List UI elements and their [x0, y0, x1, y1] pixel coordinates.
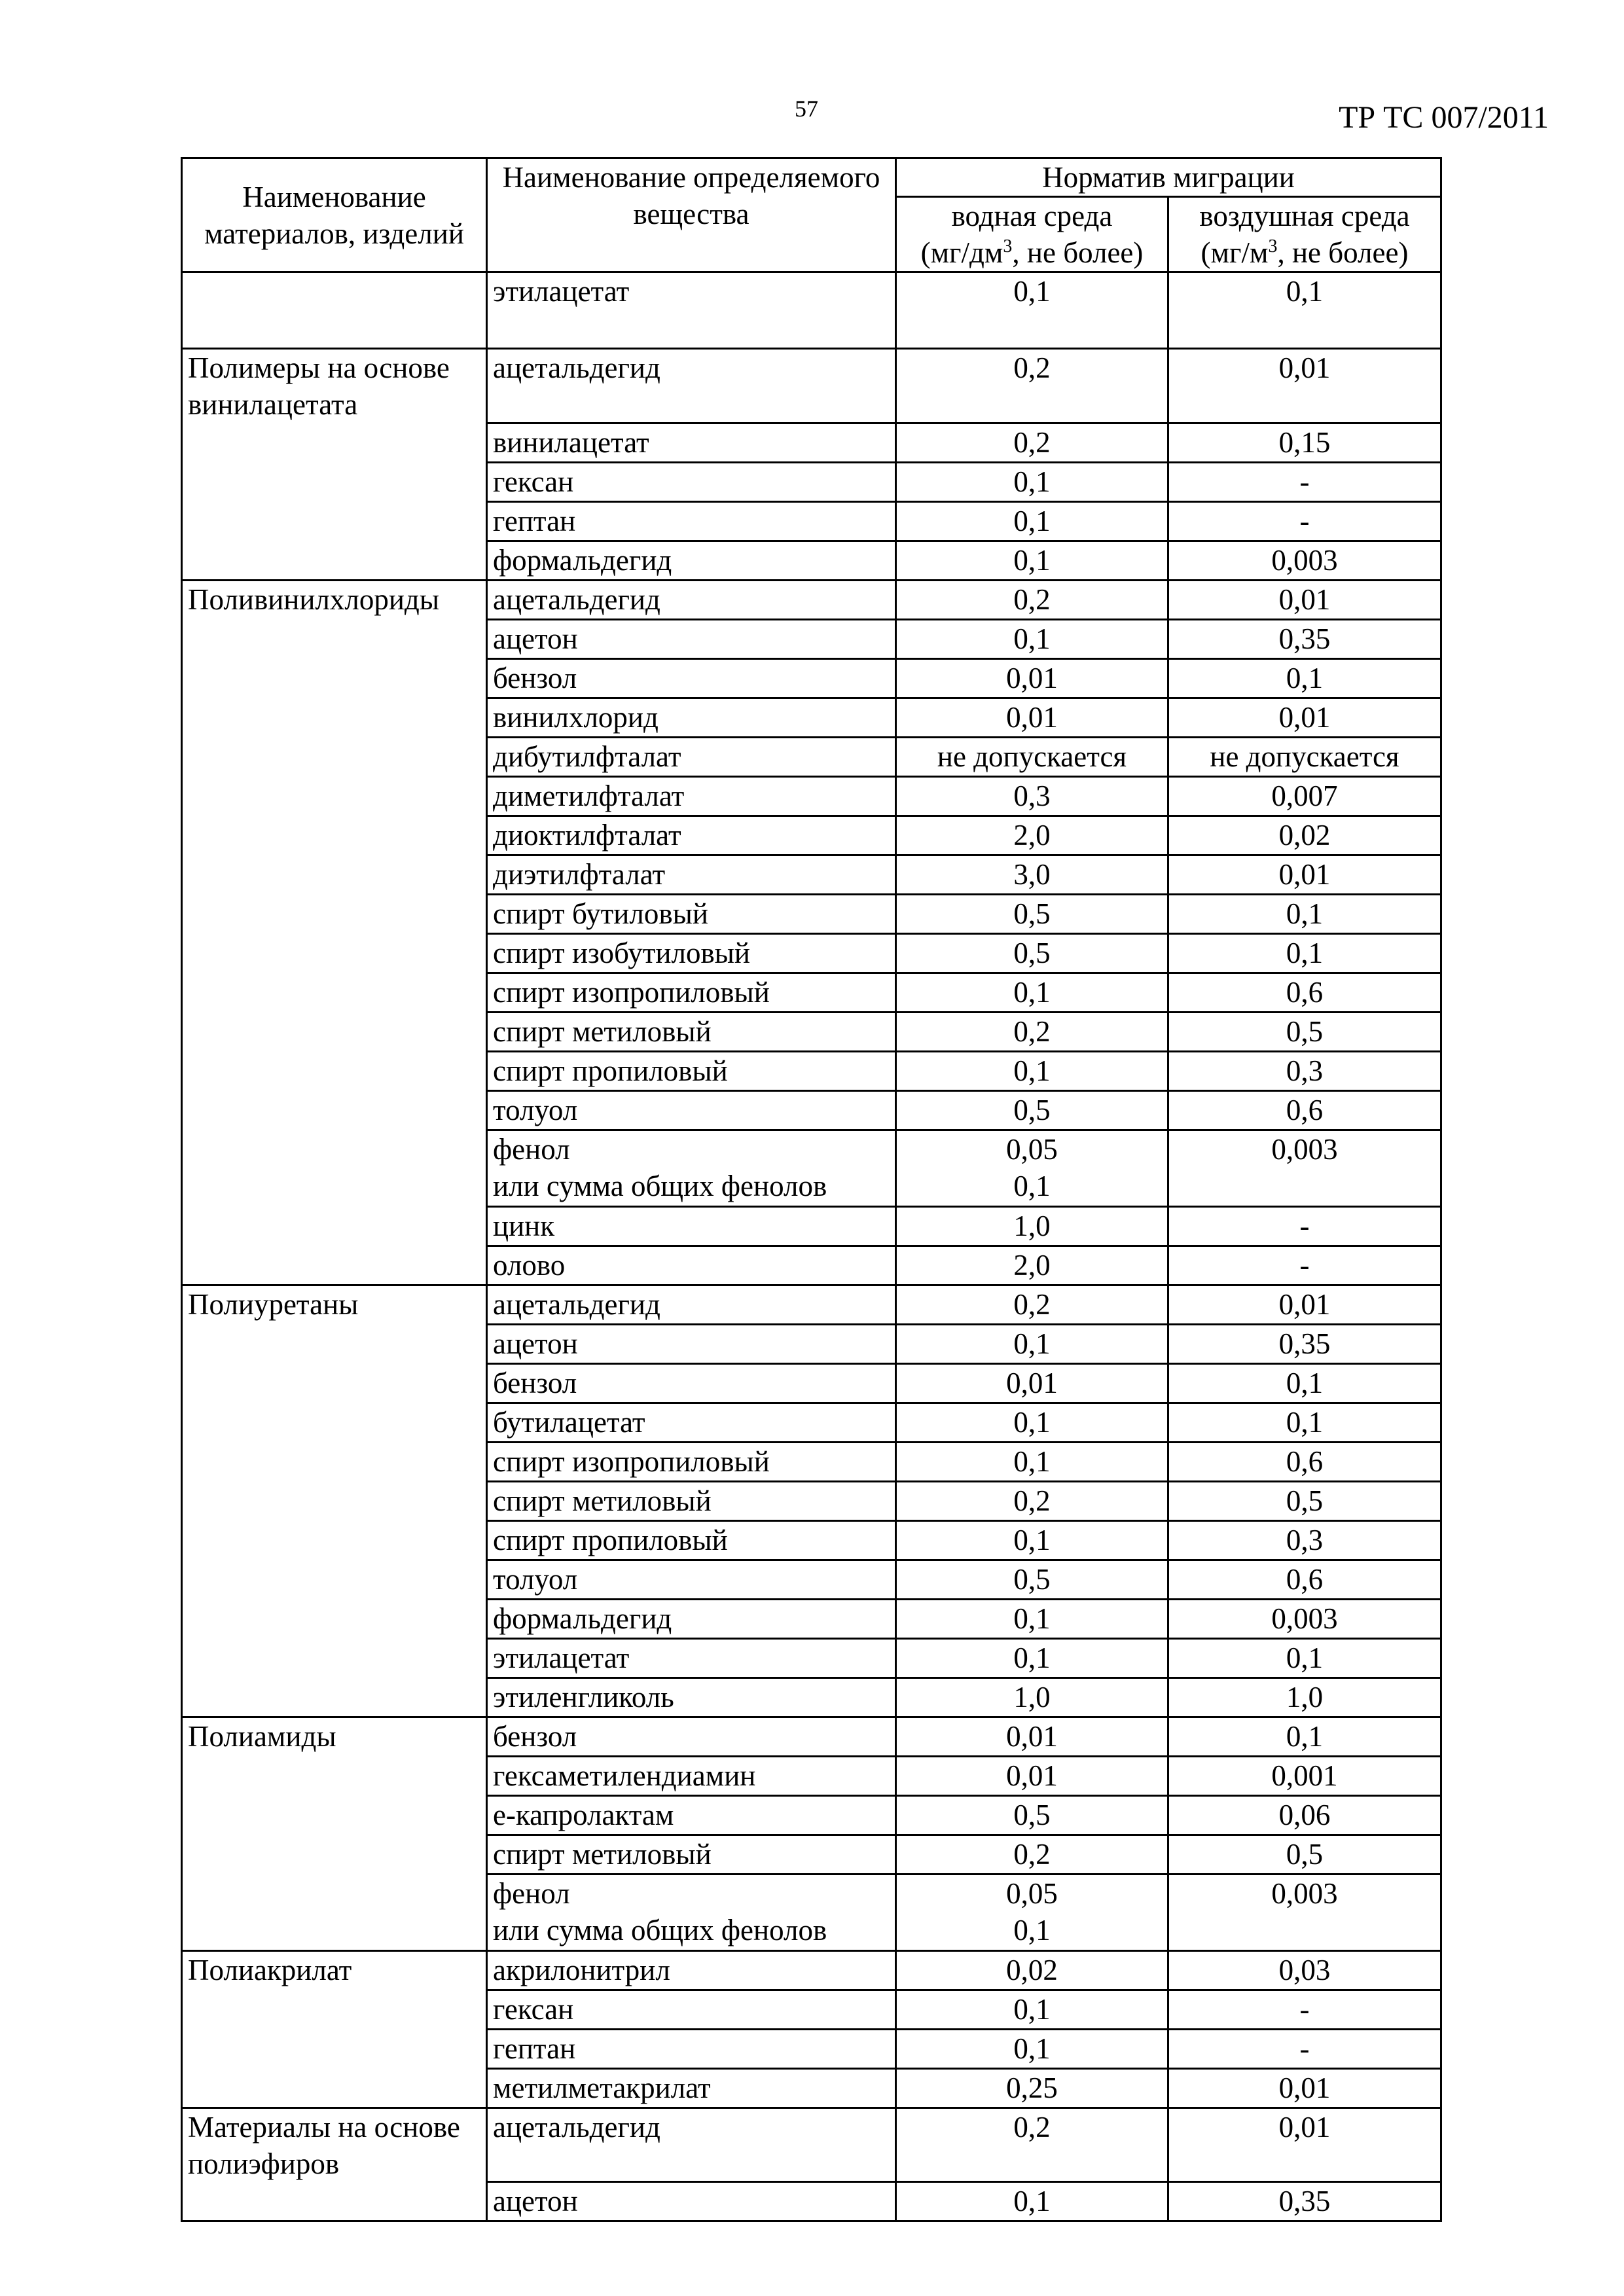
- substance-cell: гептан: [487, 2029, 896, 2068]
- water-medium-title: водная среда: [951, 200, 1113, 232]
- table-row: [182, 816, 1441, 855]
- substance-cell: гептан: [487, 501, 896, 541]
- water-norm-cell: 0,5: [896, 1560, 1168, 1599]
- substance-cell: гексаметилендиамин: [487, 1756, 896, 1795]
- material-cell: [182, 423, 487, 462]
- substance-cell: олово: [487, 1246, 896, 1285]
- substance-cell: диоктилфталат: [487, 816, 896, 855]
- material-cell: [182, 933, 487, 973]
- water-norm-cell: 0,1: [896, 1442, 1168, 1481]
- table-row: [182, 1285, 1441, 1324]
- substance-cell: фенол или сумма общих фенолов: [487, 1130, 896, 1206]
- header-air-medium: [1168, 197, 1441, 272]
- substance-cell: метилметакрилат: [487, 2068, 896, 2108]
- water-norm-cell: 0,1: [896, 501, 1168, 541]
- material-cell: [182, 501, 487, 541]
- air-norm-cell: 0,1: [1168, 658, 1441, 698]
- water-norm-cell: 0,1: [896, 1638, 1168, 1677]
- water-norm-cell: 3,0: [896, 855, 1168, 894]
- water-norm-cell: 0,1: [896, 541, 1168, 580]
- material-cell: [182, 1403, 487, 1442]
- material-cell: [182, 973, 487, 1012]
- air-norm-cell: 0,1: [1168, 1717, 1441, 1756]
- substance-cell: спирт изопропиловый: [487, 973, 896, 1012]
- water-norm-cell: 2,0: [896, 1246, 1168, 1285]
- table-row: [182, 1206, 1441, 1246]
- water-norm-cell: 0,3: [896, 776, 1168, 816]
- substance-cell: спирт пропиловый: [487, 1051, 896, 1090]
- water-norm-cell: 0,1: [896, 1403, 1168, 1442]
- air-norm-cell: 0,1: [1168, 272, 1441, 349]
- material-cell: [182, 1638, 487, 1677]
- table-row: [182, 2068, 1441, 2108]
- table-row: [182, 272, 1441, 349]
- substance-cell: спирт метиловый: [487, 1481, 896, 1520]
- air-norm-cell: 0,5: [1168, 1835, 1441, 1874]
- table-row: [182, 1090, 1441, 1130]
- substance-cell: ацетальдегид: [487, 580, 896, 619]
- water-norm-cell: 0,1: [896, 1324, 1168, 1363]
- table-row: [182, 973, 1441, 1012]
- substance-cell: дибутилфталат: [487, 737, 896, 776]
- air-norm-cell: 0,003: [1168, 1874, 1441, 1950]
- material-cell: [182, 1835, 487, 1874]
- substance-cell: е-капролактам: [487, 1795, 896, 1835]
- substance-cell: винилхлорид: [487, 698, 896, 737]
- substance-cell: спирт изобутиловый: [487, 933, 896, 973]
- water-norm-cell: 0,01: [896, 658, 1168, 698]
- table-row: [182, 1481, 1441, 1520]
- table-row: [182, 1442, 1441, 1481]
- material-cell: [182, 1090, 487, 1130]
- material-cell: Полиуретаны: [182, 1285, 487, 1324]
- substance-cell: формальдегид: [487, 1599, 896, 1638]
- air-norm-cell: -: [1168, 501, 1441, 541]
- material-cell: [182, 2182, 487, 2221]
- table-row: [182, 776, 1441, 816]
- substance-cell: этилацетат: [487, 272, 896, 349]
- water-norm-cell: 0,2: [896, 580, 1168, 619]
- water-norm-cell: 0,2: [896, 1012, 1168, 1051]
- substance-cell: фенол или сумма общих фенолов: [487, 1874, 896, 1950]
- air-norm-cell: -: [1168, 2029, 1441, 2068]
- material-cell: [182, 1756, 487, 1795]
- substance-cell: спирт метиловый: [487, 1835, 896, 1874]
- water-norm-cell: 0,1: [896, 2182, 1168, 2221]
- water-norm-cell: 0,2: [896, 1481, 1168, 1520]
- table-row: [182, 423, 1441, 462]
- material-cell: [182, 541, 487, 580]
- water-norm-cell: 0,02: [896, 1950, 1168, 1990]
- water-norm-cell: 0,1: [896, 1520, 1168, 1560]
- material-cell: [182, 1795, 487, 1835]
- water-norm-cell: 0,25: [896, 2068, 1168, 2108]
- substance-cell: ацетон: [487, 619, 896, 658]
- table-row: [182, 1717, 1441, 1756]
- table-row: [182, 855, 1441, 894]
- material-cell: [182, 1520, 487, 1560]
- table-row: [182, 1990, 1441, 2029]
- air-norm-cell: 0,003: [1168, 1130, 1441, 1206]
- substance-cell: этилацетат: [487, 1638, 896, 1677]
- water-norm-cell: 0,5: [896, 1795, 1168, 1835]
- water-norm-cell: 0,01: [896, 1756, 1168, 1795]
- material-cell: [182, 1206, 487, 1246]
- air-norm-cell: 0,02: [1168, 816, 1441, 855]
- air-norm-cell: 0,6: [1168, 973, 1441, 1012]
- air-norm-cell: 0,01: [1168, 698, 1441, 737]
- table-row: [182, 1950, 1441, 1990]
- table-row: [182, 1051, 1441, 1090]
- water-norm-cell: 0,1: [896, 1051, 1168, 1090]
- migration-norms-table: [181, 157, 1442, 2222]
- table-row: [182, 1130, 1441, 1206]
- substance-cell: ацетон: [487, 1324, 896, 1363]
- air-norm-cell: -: [1168, 462, 1441, 501]
- air-norm-cell: 0,01: [1168, 2068, 1441, 2108]
- substance-cell: бутилацетат: [487, 1403, 896, 1442]
- water-norm-cell: 0,2: [896, 1835, 1168, 1874]
- material-cell: [182, 462, 487, 501]
- substance-cell: ацетон: [487, 2182, 896, 2221]
- water-norm-cell: 0,1: [896, 462, 1168, 501]
- table-row: [182, 1835, 1441, 1874]
- substance-cell: бензол: [487, 1363, 896, 1403]
- table-row: [182, 1403, 1441, 1442]
- page-number: 57: [795, 96, 818, 122]
- table-row: [182, 1560, 1441, 1599]
- material-cell: [182, 1130, 487, 1206]
- table-row: [182, 1874, 1441, 1950]
- material-cell: Полиакрилат: [182, 1950, 487, 1990]
- substance-cell: бензол: [487, 1717, 896, 1756]
- material-cell: [182, 816, 487, 855]
- water-norm-cell: 1,0: [896, 1206, 1168, 1246]
- table-row: [182, 698, 1441, 737]
- table-row: [182, 2029, 1441, 2068]
- header-material: Наименование материалов, изделий: [182, 158, 487, 272]
- substance-cell: ацетальдегид: [487, 1285, 896, 1324]
- material-cell: [182, 2029, 487, 2068]
- water-norm-cell: 0,1: [896, 1599, 1168, 1638]
- air-medium-title: воздушная среда: [1199, 200, 1410, 232]
- material-cell: [182, 1442, 487, 1481]
- water-norm-cell: 0,01: [896, 1363, 1168, 1403]
- air-norm-cell: 0,1: [1168, 1638, 1441, 1677]
- water-norm-cell: 1,0: [896, 1677, 1168, 1717]
- table-row: [182, 462, 1441, 501]
- table-row: [182, 580, 1441, 619]
- material-cell: [182, 1363, 487, 1403]
- water-norm-cell: 0,01: [896, 1717, 1168, 1756]
- material-cell: [182, 894, 487, 933]
- water-norm-cell: 0,2: [896, 349, 1168, 423]
- table-row: [182, 1677, 1441, 1717]
- water-norm-cell: 0,05 0,1: [896, 1874, 1168, 1950]
- water-norm-cell: 0,5: [896, 894, 1168, 933]
- air-norm-cell: 0,35: [1168, 1324, 1441, 1363]
- air-norm-cell: 0,15: [1168, 423, 1441, 462]
- substance-cell: бензол: [487, 658, 896, 698]
- air-norm-cell: 0,06: [1168, 1795, 1441, 1835]
- substance-cell: ацетальдегид: [487, 2108, 896, 2182]
- table-row: [182, 737, 1441, 776]
- air-norm-cell: 0,03: [1168, 1950, 1441, 1990]
- water-norm-cell: 0,5: [896, 933, 1168, 973]
- table-row: [182, 1599, 1441, 1638]
- water-norm-cell: 2,0: [896, 816, 1168, 855]
- air-norm-cell: 0,35: [1168, 619, 1441, 658]
- air-medium-unit: ($мг/м^3$, не более): [1200, 236, 1409, 269]
- substance-cell: винилацетат: [487, 423, 896, 462]
- air-norm-cell: 0,01: [1168, 1285, 1441, 1324]
- substance-cell: этиленгликоль: [487, 1677, 896, 1717]
- table-row: [182, 1756, 1441, 1795]
- water-norm-cell: 0,1: [896, 2029, 1168, 2068]
- table-row: [182, 1520, 1441, 1560]
- air-norm-cell: 0,01: [1168, 349, 1441, 423]
- document-code: ТР ТС 007/2011: [1339, 100, 1549, 135]
- air-norm-cell: 0,35: [1168, 2182, 1441, 2221]
- substance-cell: цинк: [487, 1206, 896, 1246]
- air-norm-cell: 0,5: [1168, 1481, 1441, 1520]
- material-cell: Полимеры на основе винилацетата: [182, 349, 487, 423]
- header-substance: Наименование определяемого вещества: [487, 158, 896, 272]
- table-row: [182, 658, 1441, 698]
- substance-cell: диэтилфталат: [487, 855, 896, 894]
- table-row: [182, 1363, 1441, 1403]
- air-norm-cell: 0,01: [1168, 2108, 1441, 2182]
- material-cell: Поливинилхлориды: [182, 580, 487, 619]
- material-cell: [182, 1324, 487, 1363]
- material-cell: [182, 776, 487, 816]
- header-migration-norm: Норматив миграции: [896, 158, 1441, 197]
- substance-cell: ацетальдегид: [487, 349, 896, 423]
- substance-cell: акрилонитрил: [487, 1950, 896, 1990]
- table-row: [182, 1795, 1441, 1835]
- substance-cell: спирт бутиловый: [487, 894, 896, 933]
- material-cell: [182, 1560, 487, 1599]
- water-norm-cell: 0,5: [896, 1090, 1168, 1130]
- material-cell: [182, 855, 487, 894]
- air-norm-cell: 0,01: [1168, 580, 1441, 619]
- material-cell: Полиамиды: [182, 1717, 487, 1756]
- water-norm-cell: 0,1: [896, 272, 1168, 349]
- air-norm-cell: 0,3: [1168, 1520, 1441, 1560]
- air-norm-cell: -: [1168, 1990, 1441, 2029]
- air-norm-cell: 0,003: [1168, 1599, 1441, 1638]
- table-row: [182, 1012, 1441, 1051]
- air-norm-cell: 0,6: [1168, 1442, 1441, 1481]
- air-norm-cell: 0,1: [1168, 894, 1441, 933]
- air-norm-cell: 0,003: [1168, 541, 1441, 580]
- table-row: [182, 619, 1441, 658]
- material-cell: [182, 698, 487, 737]
- material-cell: [182, 737, 487, 776]
- water-norm-cell: 0,01: [896, 698, 1168, 737]
- water-norm-cell: 0,1: [896, 1990, 1168, 2029]
- material-cell: [182, 1677, 487, 1717]
- substance-cell: толуол: [487, 1090, 896, 1130]
- table-row: [182, 1638, 1441, 1677]
- water-norm-cell: 0,1: [896, 973, 1168, 1012]
- air-norm-cell: 0,001: [1168, 1756, 1441, 1795]
- material-cell: [182, 272, 487, 349]
- material-cell: [182, 1599, 487, 1638]
- air-norm-cell: 0,01: [1168, 855, 1441, 894]
- header-water-medium: [896, 197, 1168, 272]
- material-cell: [182, 658, 487, 698]
- air-norm-cell: 0,1: [1168, 1403, 1441, 1442]
- air-norm-cell: 0,3: [1168, 1051, 1441, 1090]
- water-norm-cell: 0,2: [896, 2108, 1168, 2182]
- air-norm-cell: 1,0: [1168, 1677, 1441, 1717]
- air-norm-cell: -: [1168, 1246, 1441, 1285]
- substance-cell: формальдегид: [487, 541, 896, 580]
- table-row: [182, 2108, 1441, 2182]
- substance-cell: гексан: [487, 462, 896, 501]
- air-norm-cell: 0,1: [1168, 1363, 1441, 1403]
- water-norm-cell: 0,05 0,1: [896, 1130, 1168, 1206]
- material-cell: [182, 1481, 487, 1520]
- material-cell: [182, 1246, 487, 1285]
- material-cell: [182, 619, 487, 658]
- air-norm-cell: 0,5: [1168, 1012, 1441, 1051]
- water-norm-cell: 0,2: [896, 423, 1168, 462]
- substance-cell: диметилфталат: [487, 776, 896, 816]
- material-cell: [182, 1990, 487, 2029]
- water-norm-cell: 0,1: [896, 619, 1168, 658]
- table-row: [182, 1324, 1441, 1363]
- air-norm-cell: 0,007: [1168, 776, 1441, 816]
- table-row: [182, 349, 1441, 423]
- substance-cell: спирт изопропиловый: [487, 1442, 896, 1481]
- material-cell: [182, 2068, 487, 2108]
- table-row: [182, 541, 1441, 580]
- material-cell: [182, 1874, 487, 1950]
- table-row: [182, 894, 1441, 933]
- material-cell: [182, 1012, 487, 1051]
- substance-cell: спирт метиловый: [487, 1012, 896, 1051]
- substance-cell: гексан: [487, 1990, 896, 2029]
- substance-cell: спирт пропиловый: [487, 1520, 896, 1560]
- water-norm-cell: не допускается: [896, 737, 1168, 776]
- material-cell: [182, 1051, 487, 1090]
- substance-cell: толуол: [487, 1560, 896, 1599]
- table-row: [182, 2182, 1441, 2221]
- water-medium-unit: ($мг/дм^3$, не более): [920, 236, 1144, 269]
- air-norm-cell: 0,6: [1168, 1560, 1441, 1599]
- table-row: [182, 933, 1441, 973]
- material-cell: Материалы на основе полиэфиров: [182, 2108, 487, 2182]
- table-row: [182, 501, 1441, 541]
- air-norm-cell: -: [1168, 1206, 1441, 1246]
- air-norm-cell: не допускается: [1168, 737, 1441, 776]
- air-norm-cell: 0,6: [1168, 1090, 1441, 1130]
- air-norm-cell: 0,1: [1168, 933, 1441, 973]
- table-row: [182, 1246, 1441, 1285]
- water-norm-cell: 0,2: [896, 1285, 1168, 1324]
